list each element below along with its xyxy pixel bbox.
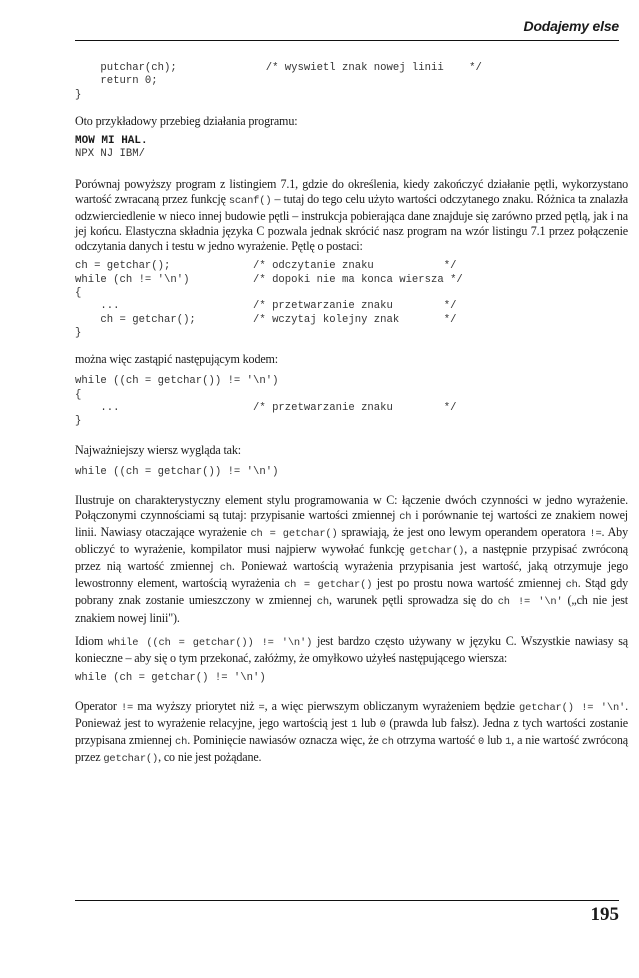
code-block-combined-loop: while ((ch = getchar()) != '\n') { ... /* przetwarzanie znaku */ } xyxy=(75,375,457,428)
paragraph-compare-listing: Porównaj powyższy program z listingiem 7.1, gdzie do określenia, kiedy zakończyć działanie pętli, wykorzystano wartość zwracaną przez funkcję scanf() – tutaj do tego celu użyto wartości odczytanego znaku. Różnica ta znalazła odzwierciedlenie w nieco innej budowie pętli – instrukcja pobierająca dane znajduje się zarówno przed pętlą, jak i na jej końcu. Elastyczna składnia języka C pozwala jednak skrócić nasz program na wzór listingu 7.1 przez połączenie odczytania danych i testu w jedno wyrażenie. Pętlę o postaci: xyxy=(75,176,628,254)
paragraph-operator-priority: Operator != ma wyższy priorytet niż =, a więc pierwszym obliczanym wyrażeniem będzie getchar() != '\n'. Ponieważ jest to wyrażenie relacyjne, jego wartością jest 1 lub 0 (prawda lub fałsz). Jedna z tych wartości zostanie przypisana zmiennej ch. Pominięcie nawiasów oznacza więc, że ch otrzyma wartość 0 lub 1, a nie wartość zwróconą przez getchar(), co nie jest pożądane. xyxy=(75,699,628,766)
code-block-wrong-line: while (ch = getchar() != '\n') xyxy=(75,671,266,684)
paragraph-example-intro: Oto przykładowy przebieg działania programu: xyxy=(75,113,298,128)
sample-output-result: NPX NJ IBM/ xyxy=(75,147,145,160)
paragraph-idiom-parentheses: Idiom while ((ch = getchar()) != '\n') jest bardzo często używany w języku C. Wszystkie nawiasy są konieczne – aby się o tym przekonać, załóżmy, że omyłkowo użyłeś następującego wiersza: xyxy=(75,633,629,665)
running-header xyxy=(75,18,619,41)
paragraph-idiom-explanation: Ilustruje on charakterystyczny element stylu programowania w C: łączenie dwóch czynności w jedno wyrażenie. Połączonymi czynnościami są tutaj: przypisanie wartości zmiennej ch i porównanie tej wartości ze znakiem nowej linii. Nawiasy otaczające wyrażenie ch = getchar() sprawiają, że jest ono lewym operandem operatora !=. Aby obliczyć to wyrażenie, kompilator musi najpierw wywołać funkcję getchar(), a następnie przypisać zwróconą przez nią wartość zmiennej ch. Ponieważ wartością wyrażenia przypisania jest wartość, jaką otrzymuje jego lewostronny element, wartością wyrażenia ch = getchar() jest po prostu nowa wartość zmiennej ch. Stąd gdy pobrany znak zostanie umieszczony w zmiennej ch, warunek pętli sprowadza się do ch != '\n' („ch nie jest znakiem nowej linii"). xyxy=(75,492,629,625)
sample-output-input: MOW MI HAL. xyxy=(75,134,148,147)
page-number: 195 xyxy=(590,904,619,925)
code-block-key-line: while ((ch = getchar()) != '\n') xyxy=(75,465,279,478)
footer-rule xyxy=(75,900,619,901)
sample-output xyxy=(75,135,628,161)
header-title: Dodajemy else xyxy=(523,18,619,34)
code-block-getchar-loop: ch = getchar(); /* odczytanie znaku */ while (ch != '\n') /* dopoki nie ma konca wiersza */ { ... /* przetwarzanie znaku */ ch = getchar(); /* wczytaj kolejny znak */ } xyxy=(75,260,463,339)
page-content xyxy=(75,62,628,768)
paragraph-key-line: Najważniejszy wiersz wygląda tak: xyxy=(75,442,241,457)
paragraph-replace: można więc zastąpić następującym kodem: xyxy=(75,352,279,367)
code-block-putchar: putchar(ch); /* wyswietl znak nowej linii */ return 0; } xyxy=(75,62,482,101)
